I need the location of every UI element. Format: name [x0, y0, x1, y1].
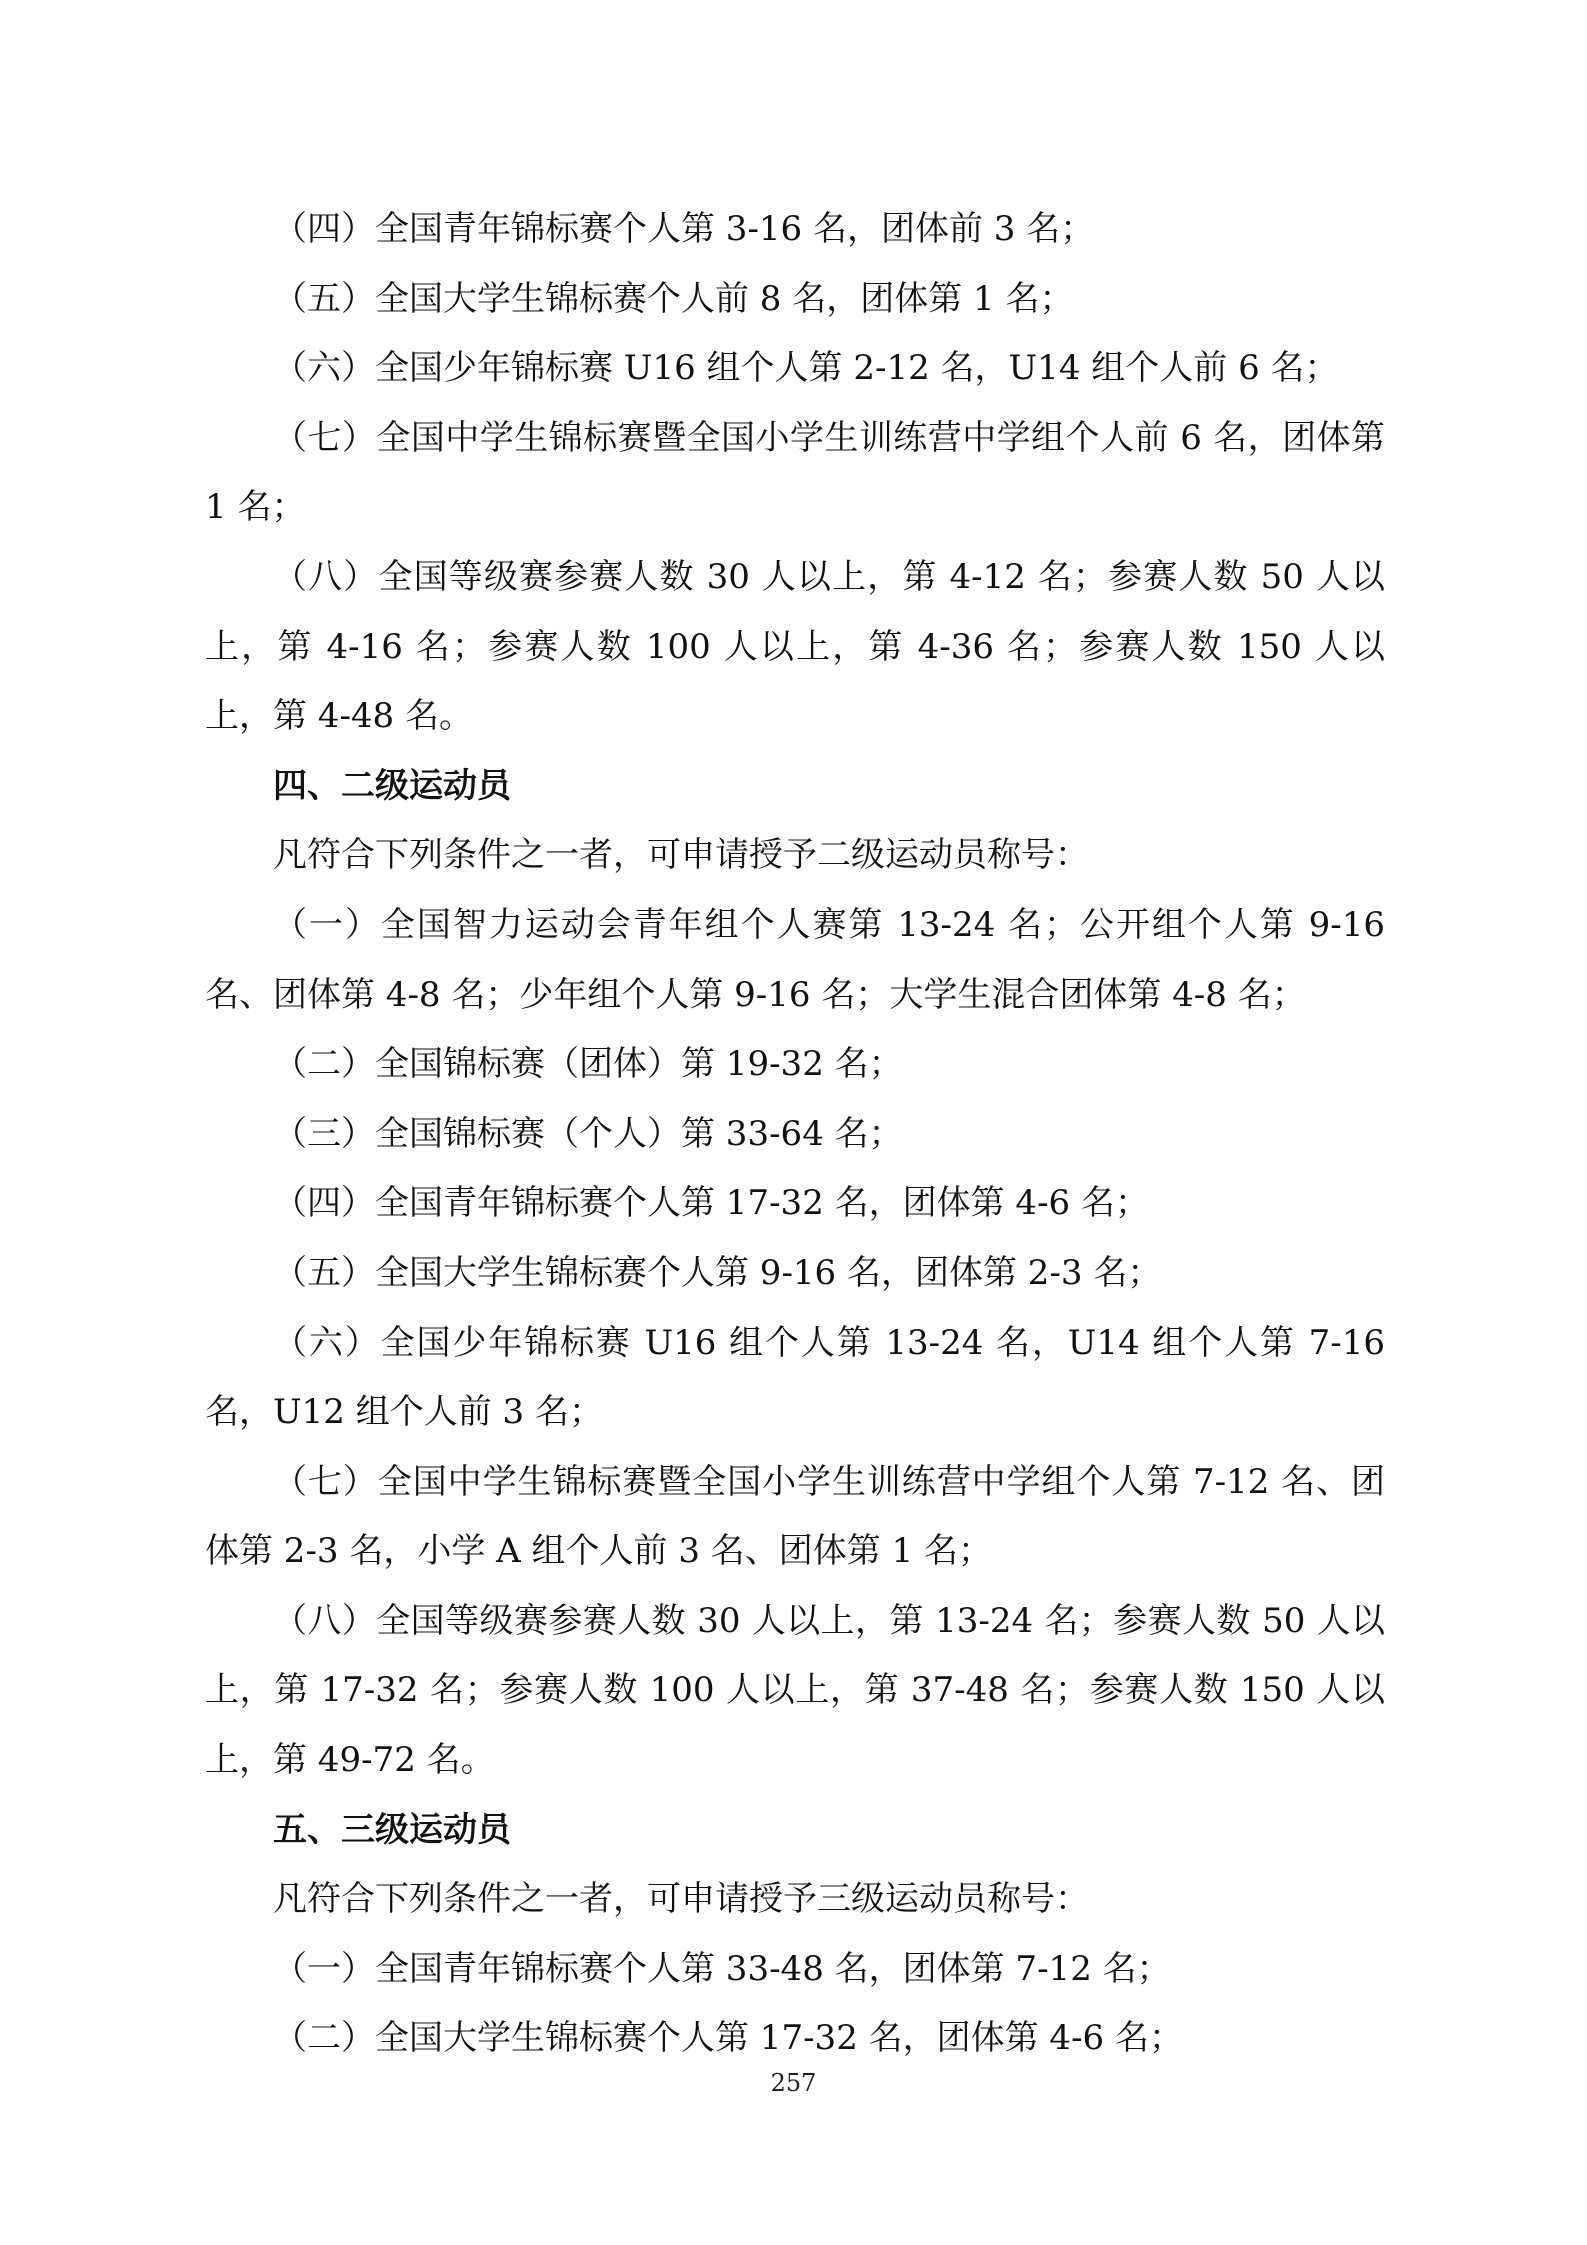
section-heading-level3: 五、三级运动员	[273, 1809, 511, 1850]
paragraph: （二）全国大学生锦标赛个人第 17-32 名，团体第 4-6 名；	[273, 2018, 1183, 2059]
paragraph: （五）全国大学生锦标赛个人前 8 名，团体第 1 名；	[273, 278, 1074, 319]
page-number: 257	[770, 2069, 817, 2097]
paragraph: （四）全国青年锦标赛个人第 3-16 名，团体前 3 名；	[273, 209, 1095, 249]
paragraph: （七）全国中学生锦标赛暨全国小学生训练营中学组个人前 6 名，团体第 1 名；	[205, 417, 1385, 528]
paragraph: （一）全国青年锦标赛个人第 33-48 名，团体第 7-12 名；	[273, 1948, 1171, 1989]
document-body	[205, 195, 1385, 2074]
paragraph: （八）全国等级赛参赛人数 30 人以上，第 4-12 名；参赛人数 50 人以上，第 4-16 名；参赛人数 100 人以上，第 4-36 名；参赛人数 150 人以上，第 4-48 名。	[205, 556, 1385, 737]
paragraph: （七）全国中学生锦标赛暨全国小学生训练营中学组个人第 7-12 名、团体第 2-3 名，小学 A 组个人前 3 名、团体第 1 名；	[205, 1461, 1385, 1572]
paragraph: （六）全国少年锦标赛 U16 组个人第 13-24 名，U14 组个人第 7-16 名，U12 组个人前 3 名；	[205, 1322, 1385, 1433]
paragraph: 凡符合下列条件之一者，可申请授予二级运动员称号：	[273, 835, 1089, 876]
paragraph: （二）全国锦标赛（团体）第 19-32 名；	[273, 1044, 903, 1085]
paragraph: （八）全国等级赛参赛人数 30 人以上，第 13-24 名；参赛人数 50 人以上，第 17-32 名；参赛人数 100 人以上，第 37-48 名；参赛人数 150 人以上，第 49-72 名。	[205, 1600, 1385, 1781]
paragraph: （三）全国锦标赛（个人）第 33-64 名；	[273, 1113, 903, 1154]
paragraph: （一）全国智力运动会青年组个人赛第 13-24 名；公开组个人第 9-16 名、团体第 4-8 名；少年组个人第 9-16 名；大学生混合团体第 4-8 名；	[205, 904, 1385, 1015]
paragraph: （六）全国少年锦标赛 U16 组个人第 2-12 名，U14 组个人前 6 名；	[273, 348, 1339, 389]
section-heading-level2: 四、二级运动员	[273, 765, 511, 806]
paragraph: 凡符合下列条件之一者，可申请授予三级运动员称号：	[273, 1879, 1089, 1920]
paragraph: （五）全国大学生锦标赛个人第 9-16 名，团体第 2-3 名；	[273, 1252, 1162, 1293]
paragraph: （四）全国青年锦标赛个人第 17-32 名，团体第 4-6 名；	[273, 1183, 1149, 1224]
